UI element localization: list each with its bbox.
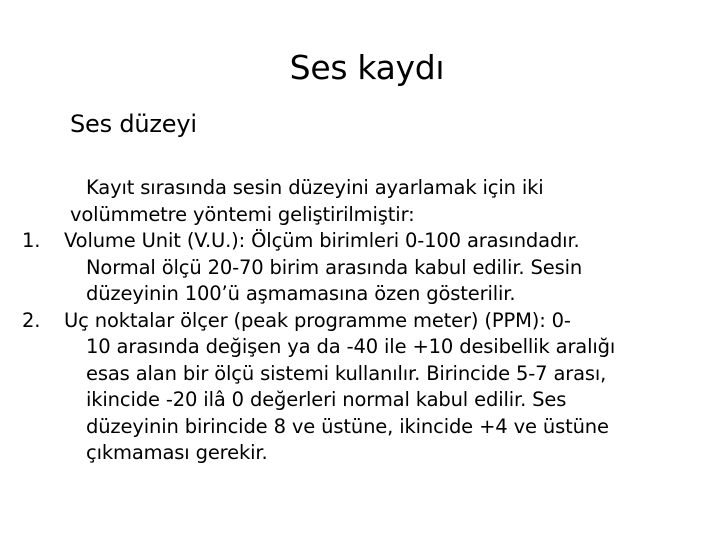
numbered-list (22, 228, 712, 467)
list-item-line: düzeyinin 100’ü aşmamasına özen gösterilir. (86, 282, 516, 305)
intro-paragraph (70, 175, 686, 228)
list-item-line: Volume Unit (V.U.): Ölçüm birimleri 0-100 arasındadır. (64, 229, 580, 252)
list-item-line: düzeyinin birincide 8 ve üstüne, ikincide +4 ve üstüne (86, 414, 609, 438)
intro-line: volümmetre yöntemi geliştirilmiştir: (70, 202, 415, 226)
list-item-line: ikincide -20 ilâ 0 değerleri normal kabul edilir. Ses (86, 388, 567, 411)
intro-line: Kayıt sırasında sesin düzeyini ayarlamak için iki (86, 176, 544, 199)
list-item-line: 10 arasında değişen ya da -40 ile +10 desibellik aralığı (86, 335, 616, 358)
list-number: 2. (22, 308, 41, 332)
section-heading: Ses düzeyi (70, 110, 197, 138)
list-item-line: esas alan bir ölçü sistemi kullanılır. Birincide 5-7 arası, (86, 361, 607, 385)
list-item-line: Uç noktalar ölçer (peak programme meter) (PPM): 0- (64, 308, 571, 332)
list-item-line: çıkmaması gerekir. (86, 441, 268, 464)
list-number: 1. (22, 229, 41, 252)
list-item (22, 228, 712, 308)
slide-title: Ses kaydı (289, 48, 445, 87)
list-item (22, 308, 712, 467)
list-item-line: Normal ölçü 20-70 birim arasında kabul edilir. Sesin (86, 255, 583, 279)
